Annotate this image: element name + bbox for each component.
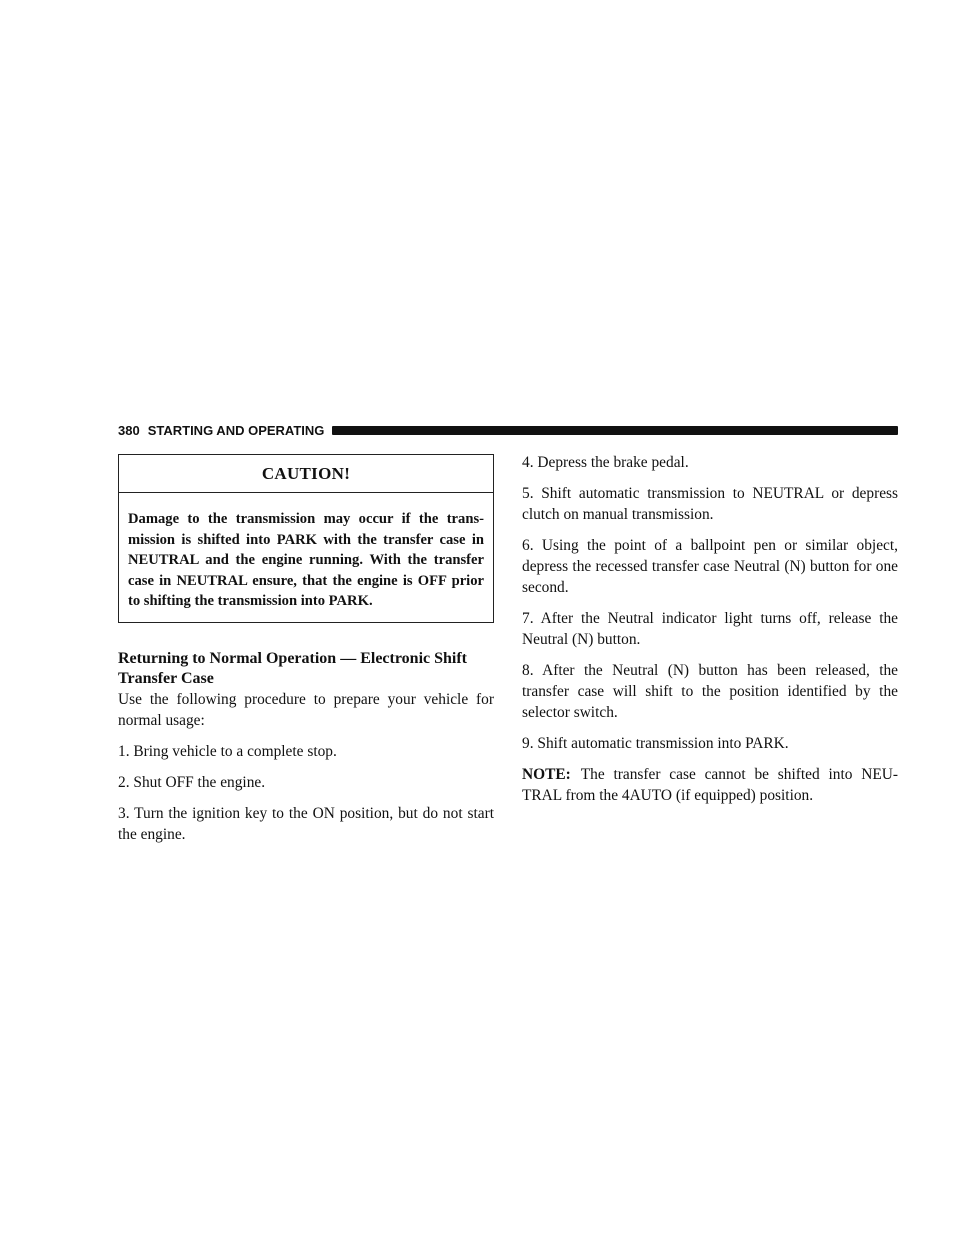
section-heading-line2: Transfer Case <box>118 669 214 687</box>
caution-text: Damage to the transmission may occur if the trans-mission is shifted into PARK with the transfer case in NEUTRAL and the engine running. With the transfer case in NEUTRAL ensure, that the engine is OFF prior to shifting the transmission into PARK. <box>128 511 484 609</box>
step-5: 5. Shift automatic transmission to NEUTRAL or depress clutch on manual transmission. <box>522 485 898 523</box>
section-heading-line1: Returning to Normal Operation — Electronic Shift <box>118 649 468 667</box>
note-label: NOTE: <box>522 766 571 783</box>
step-2: 2. Shut OFF the engine. <box>118 773 266 791</box>
step-4: 4. Depress the brake pedal. <box>522 454 689 471</box>
intro-paragraph: Use the following procedure to prepare your vehicle for normal usage: <box>118 690 494 729</box>
step-8: 8. After the Neutral (N) button has been released, the transfer case will shift to the position identified by the selector switch. <box>522 662 898 721</box>
step-1: 1. Bring vehicle to a complete stop. <box>118 742 337 760</box>
step-9: 9. Shift automatic transmission into PARK. <box>522 735 789 752</box>
section-heading <box>118 649 494 689</box>
note-text: The transfer case cannot be shifted into NEU-TRAL from the 4AUTO (if equipped) position. <box>522 766 898 804</box>
page-header <box>118 421 898 439</box>
header-rule <box>332 426 898 435</box>
step-3: 3. Turn the ignition key to the ON position, but do not start the engine. <box>118 804 494 843</box>
left-column <box>118 454 494 845</box>
note-paragraph <box>522 764 898 806</box>
page-number: 380 <box>118 422 140 438</box>
step-6: 6. Using the point of a ballpoint pen or similar object, depress the recessed transfer case Neutral (N) button for one second. <box>522 537 898 596</box>
section-title: STARTING AND OPERATING <box>147 422 325 438</box>
step-7: 7. After the Neutral indicator light turns off, release the Neutral (N) button. <box>522 610 898 648</box>
right-column <box>522 452 898 806</box>
caution-box <box>118 454 494 623</box>
caution-title: CAUTION! <box>119 455 493 493</box>
